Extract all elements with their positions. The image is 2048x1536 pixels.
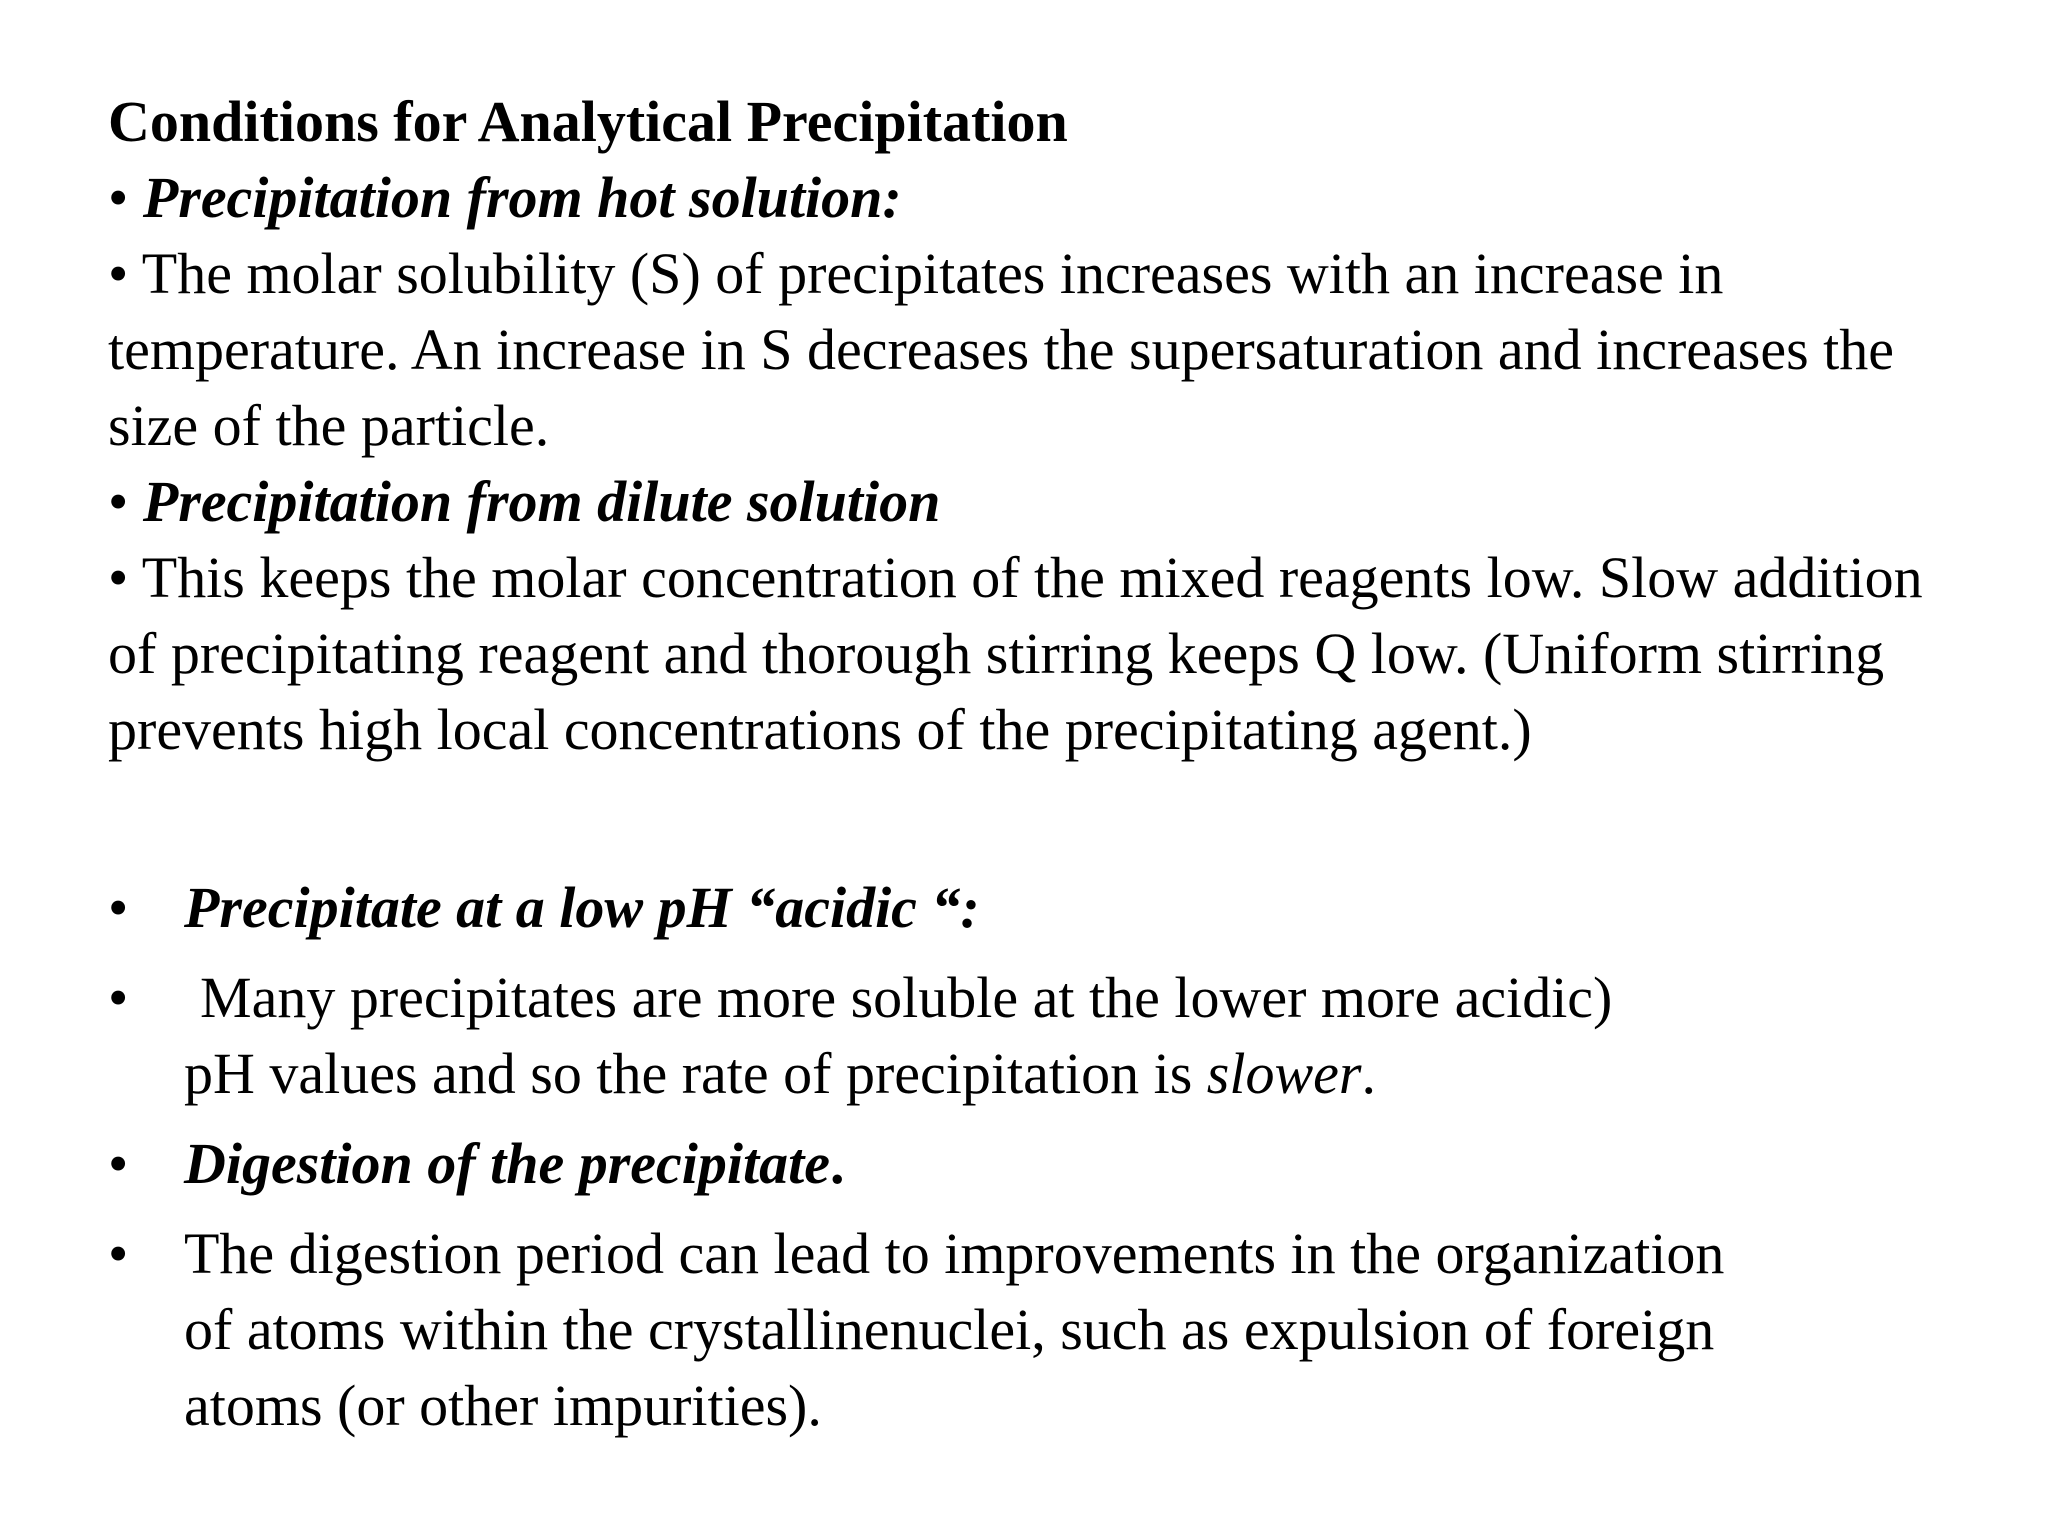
emphasized-word: slower bbox=[1206, 1041, 1362, 1106]
upper-text-block bbox=[108, 84, 1968, 768]
bullet-marker: • bbox=[108, 165, 129, 230]
heading-text: Precipitation from dilute solution bbox=[142, 469, 941, 534]
bullet-hot-solution-heading bbox=[108, 160, 1968, 236]
heading-text: Precipitation from hot solution: bbox=[142, 165, 902, 230]
heading-text: Digestion of the precipitate bbox=[184, 1131, 830, 1196]
bullet-marker: • bbox=[108, 545, 129, 610]
paragraph-text: This keeps the molar concentration of the mixed reagents low. Slow addition of precipitating reagent and thorough stirring keeps Q low. (Uniform stirring prevents high local concentrations of the precipitating agent.) bbox=[108, 545, 1923, 762]
list-item-digestion-period bbox=[108, 1216, 1784, 1444]
paragraph-line-2-start: pH values and so the rate of precipitation is bbox=[184, 1041, 1207, 1106]
paragraph-line-2-end: . bbox=[1361, 1041, 1376, 1106]
bullet-marker: • bbox=[108, 965, 129, 1030]
list-item-low-ph-heading bbox=[108, 870, 1968, 946]
bullet-molar-concentration bbox=[108, 540, 1968, 768]
bullet-marker: • bbox=[108, 1221, 129, 1286]
heading-period: . bbox=[830, 1131, 845, 1196]
bullet-marker: • bbox=[108, 469, 129, 534]
slide-title: Conditions for Analytical Precipitation bbox=[108, 89, 1068, 154]
paragraph-text: The digestion period can lead to improvements in the organization of atoms within the crystallinenuclei, such as expulsion of foreign atoms (or other impurities). bbox=[184, 1221, 1725, 1438]
paragraph-text: The molar solubility (S) of precipitates increases with an increase in temperature. An increase in S decreases the supersaturation and increases the size of the particle. bbox=[108, 241, 1894, 458]
bullet-marker: • bbox=[108, 1131, 129, 1196]
bullet-marker: • bbox=[108, 241, 129, 306]
list-item-digestion-heading bbox=[108, 1126, 1968, 1202]
heading-text: Precipitate at a low pH “acidic “: bbox=[184, 875, 980, 940]
bullet-dilute-solution-heading bbox=[108, 464, 1968, 540]
bullet-molar-solubility bbox=[108, 236, 1968, 464]
lower-bullet-list bbox=[108, 870, 1968, 1444]
paragraph-line-1: Many precipitates are more soluble at the lower more acidic) bbox=[200, 965, 1613, 1030]
bullet-marker: • bbox=[108, 875, 129, 940]
list-item-soluble-precipitates bbox=[108, 960, 1968, 1112]
